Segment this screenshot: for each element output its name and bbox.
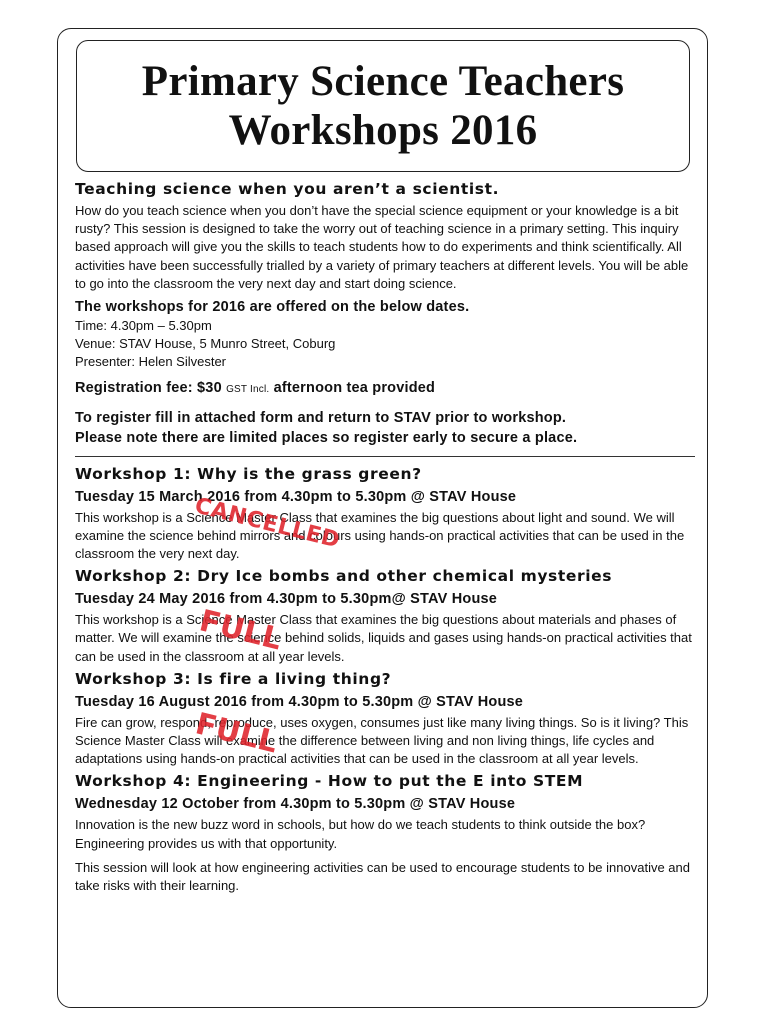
workshop-4-date: Wednesday 12 October from 4.30pm to 5.30pm @ STAV House (75, 796, 516, 813)
title-line-2: Workshops 2016 (228, 107, 538, 154)
workshop-1-body: This workshop is a Science Master Class that examines the big questions about light and sound. We will examine the science behind mirrors and colours using hands-on practical activities that can be used in the classroom the very next day. (75, 509, 685, 562)
register-note (75, 408, 695, 448)
content (75, 178, 695, 895)
title-line-1: Primary Science Teachers (141, 58, 625, 105)
intro-heading: Teaching science when you aren’t a scientist. (75, 180, 500, 198)
workshop-4-body: Innovation is the new buzz word in schools, but how do we teach students to think outside the box? Engineering provides us with that opportunity. (75, 817, 646, 851)
session-presenter: Presenter: Helen Silvester (75, 354, 227, 370)
workshop-3 (75, 668, 695, 769)
title-box (76, 40, 690, 172)
register-line-1: To register fill in attached form and return to STAV prior to workshop. (75, 409, 567, 426)
workshop-2 (75, 565, 695, 666)
workshop-4-title: Workshop 4: Engineering - How to put the E into STEM (75, 772, 584, 791)
full-stamp: FULL (192, 706, 282, 761)
fee-gst: GST Incl. (226, 383, 270, 395)
page-title (142, 57, 624, 155)
intro-body: How do you teach science when you don’t have the special science equipment or your knowledge is a bit rusty? This session is designed to take the worry out of teaching science in a primary setting. This inquiry based approach will give you the skills to teach students how to do experiments and think scientifically. All activities have been successfully trialled by a variety of primary teachers at different levels. You will be able to go into the classroom the very next day and start doing science. (75, 203, 689, 291)
cancelled-stamp: CANCELLED (192, 493, 343, 554)
session-venue: Venue: STAV House, 5 Munro Street, Coburg (75, 336, 336, 352)
workshop-1 (75, 463, 695, 564)
registration-fee (75, 378, 695, 400)
session-time: Time: 4.30pm – 5.30pm (75, 318, 212, 334)
workshop-3-date: Tuesday 16 August 2016 from 4.30pm to 5.30pm @ STAV House (75, 693, 524, 710)
workshop-2-body: This workshop is a Science Master Class that examines the big questions about materials and phases of matter. We will examine the science behind solids, liquids and gases using hands-on practical activities that can be used in the classroom at all year levels. (75, 612, 692, 664)
workshop-2-date: Tuesday 24 May 2016 from 4.30pm to 5.30pm@ STAV House (75, 591, 498, 608)
workshop-1-date: Tuesday 15 March 2016 from 4.30pm to 5.30pm @ STAV House (75, 488, 517, 505)
fee-tea: afternoon tea provided (273, 379, 436, 396)
register-line-2: Please note there are limited places so register early to secure a place. (75, 429, 578, 446)
workshop-2-title: Workshop 2: Dry Ice bombs and other chemical mysteries (75, 567, 613, 586)
workshop-3-title: Workshop 3: Is fire a living thing? (75, 669, 392, 688)
section-divider (75, 456, 695, 457)
workshop-4-body-2: This session will look at how engineering activities can be used to encourage students to be innovative and take risks with their learning. (75, 859, 690, 894)
workshop-1-title: Workshop 1: Why is the grass green? (75, 464, 422, 483)
full-stamp: FULL (196, 603, 286, 658)
workshop-3-body: Fire can grow, respond, reproduce, uses oxygen, consumes just like many living things. So is it living? This Science Master Class will examine the difference between living and non living things, life cycles and adaptations using hands-on practical activities that can be used in the classroom at all year levels. (75, 714, 689, 767)
workshop-4 (75, 770, 695, 895)
dates-heading: The workshops for 2016 are offered on the below dates. (75, 299, 470, 316)
fee-label: Registration fee: $30 (75, 379, 222, 396)
